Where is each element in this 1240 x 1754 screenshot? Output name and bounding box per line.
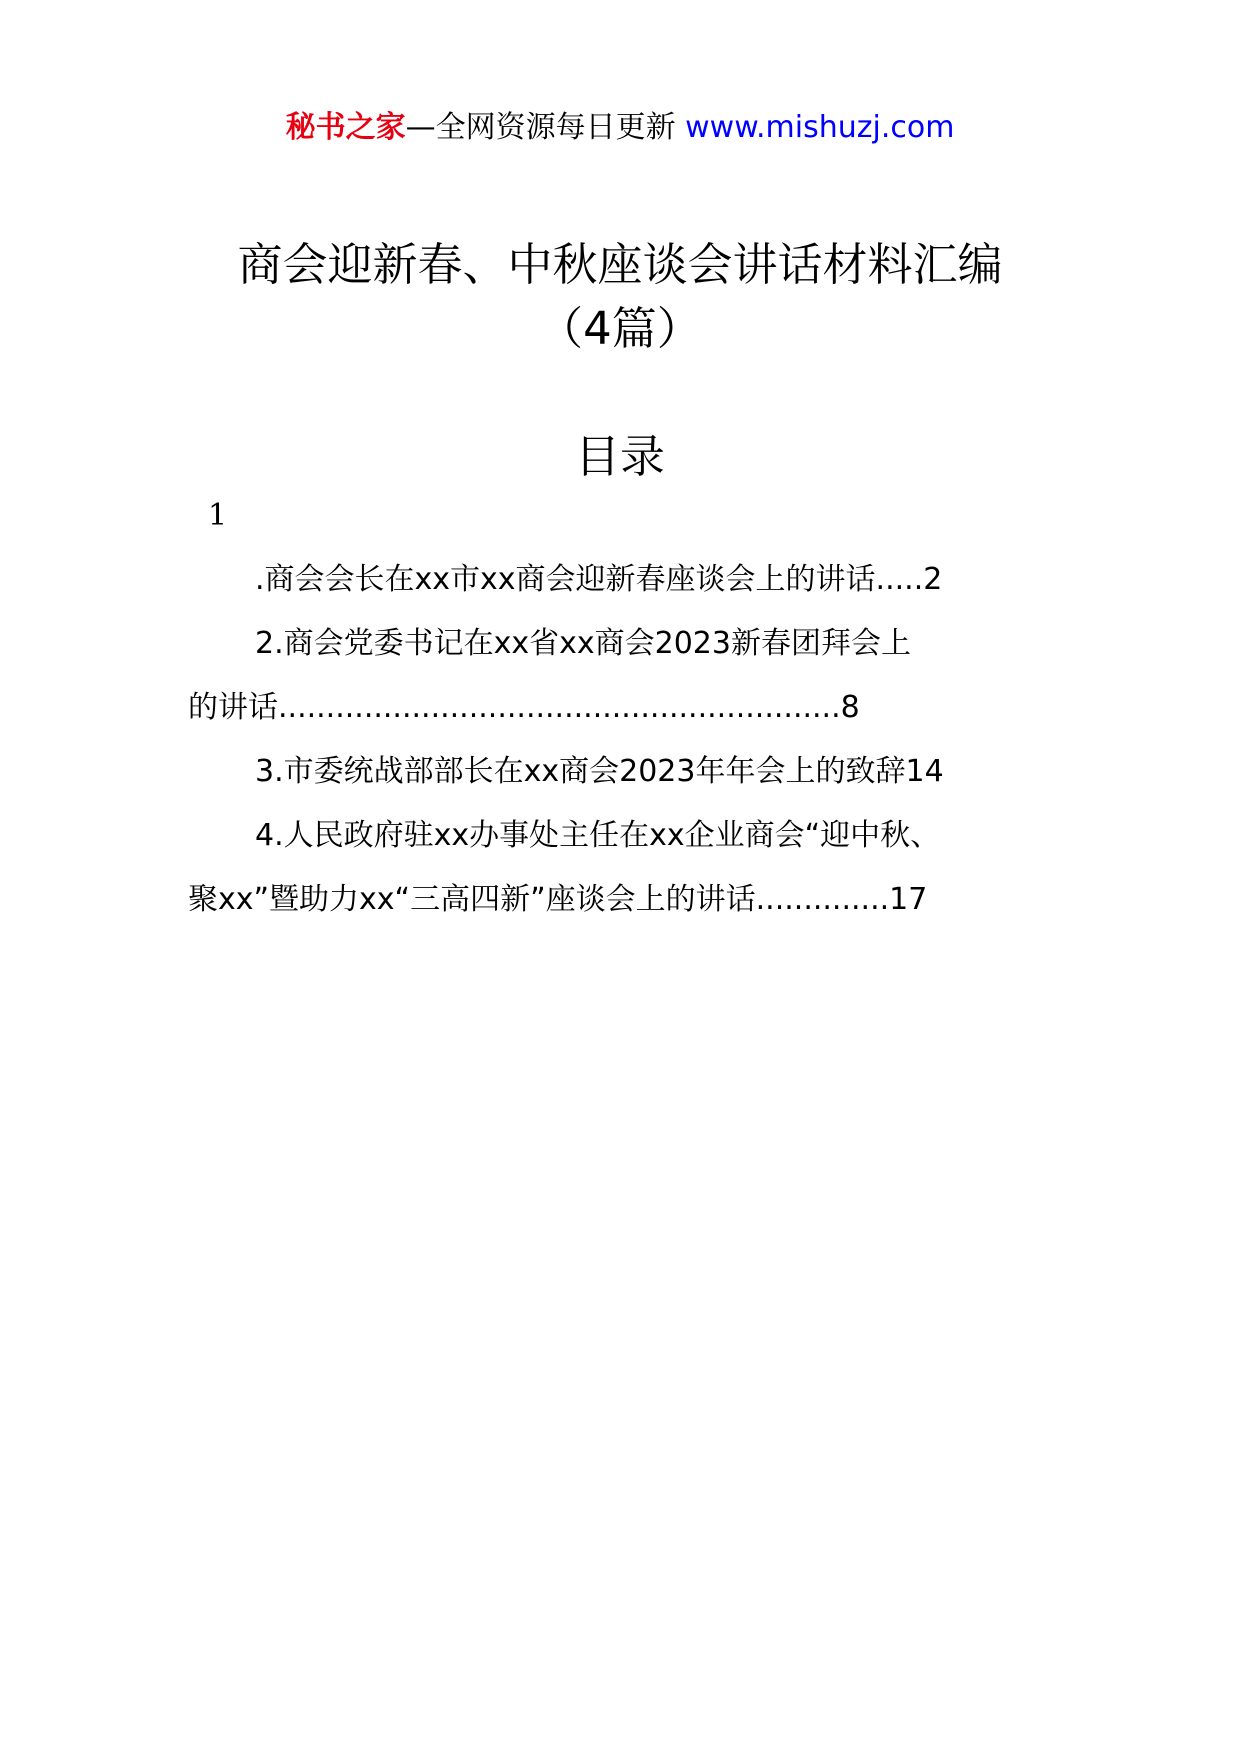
document-title-line1: 商会迎新春、中秋座谈会讲话材料汇编	[237, 238, 1003, 291]
toc-list-marker: 1	[208, 498, 228, 533]
toc-entry-4-continued[interactable]: 聚xx”暨助力xx“三高四新”座谈会上的讲话..............17	[188, 882, 928, 917]
header-slogan: —全网资源每日更新	[405, 110, 676, 145]
toc-heading: 目录	[574, 430, 665, 483]
document-title-line2: （4篇）	[538, 302, 702, 355]
toc-entry-2[interactable]: 2.商会党委书记在xx省xx商会2023新春团拜会上	[255, 626, 911, 661]
toc-entry-4[interactable]: 4.人民政府驻xx办事处主任在xx企业商会“迎中秋、	[255, 818, 941, 853]
toc-entry-1[interactable]: .商会会长在xx市xx商会迎新春座谈会上的讲话.....2	[255, 562, 943, 597]
toc-entry-3[interactable]: 3.市委统战部部长在xx商会2023年年会上的致辞14	[255, 754, 944, 789]
site-url-link[interactable]: www.mishuzj.com	[685, 110, 955, 145]
site-header	[0, 102, 1240, 146]
brand-name: 秘书之家	[285, 110, 406, 145]
toc-entry-2-continued[interactable]: 的讲话...........................................................8	[188, 690, 860, 725]
